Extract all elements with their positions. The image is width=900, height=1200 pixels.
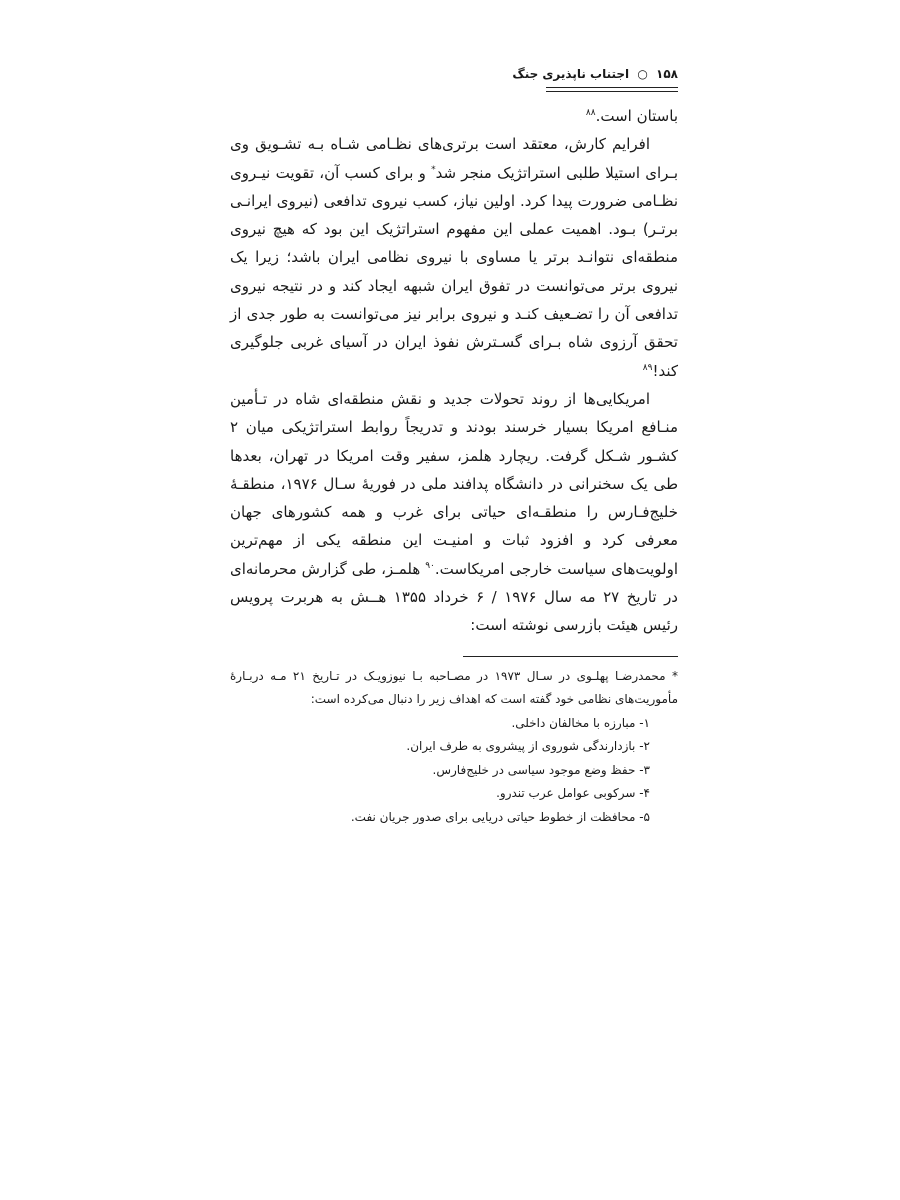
footnote-star-ref: * [431, 164, 436, 175]
paragraph-2 [230, 130, 678, 385]
page-number: ۱۵۸ [656, 67, 678, 81]
footnote-list-item: ۱- مبارزه با مخالفان داخلی. [511, 715, 650, 730]
paragraph-3 [230, 385, 678, 640]
footnote-list-item: ۲- بازدارندگی شوروی از پیشروی به طرف ایران. [406, 739, 650, 754]
paragraph-1 [230, 102, 678, 130]
footnote-list-item: ۵- محافظت از خطوط حیاتی دریایی برای صدور جریان نفت. [350, 809, 650, 824]
separator-circle-icon: ○ [637, 67, 648, 81]
endnote-ref-90: ۹۰ [425, 560, 435, 571]
main-text [230, 102, 678, 640]
paragraph-2-text-b: و برای کسب آن، تقویت نیـروی نظـامی ضرورت پیدا کرد. اولین نیاز، کسب نیروی تدافعی (نیروی ایرانـی برتـر) بـود. اهمیت عملی این مفهوم استراتژیک این بود که هیچ نیروی منطقه‌ای نتوانـد برتر یا مساوی با نیروی نظامی ایران باشد؛ زیرا یک نیروی برتر می‌توانست در تفوق ایران شبهه ایجاد کند و در نتیجه نیروی تدافعی آن را تضـعیف کنـد و نیروی برابر نیز می‌توانست به طور جدی از تحقق آرزوی شاه بـرای گسـترش نفوذ ایران در آسیای غربی جلوگیری کند! [230, 163, 678, 380]
running-head [230, 62, 678, 86]
book-page [230, 62, 678, 829]
footnote-separator [463, 656, 678, 657]
header-double-rule [546, 87, 678, 92]
footnotes [230, 665, 678, 830]
footnote-list-item: ۴- سرکوبی عوامل عرب تندرو. [496, 786, 650, 801]
paragraph-1-text: باستان است. [595, 107, 678, 125]
endnote-ref-88: ۸۸ [585, 108, 596, 118]
endnote-ref-89: ۸۹ [642, 362, 653, 373]
book-title: اجتناب ناپذیری جنگ [512, 67, 630, 81]
footnote-list [230, 712, 678, 830]
paragraph-3-text-b: هلمـز، طی گزارش محرمانه‌ای در تاریخ ۲۷ مه سال ۱۹۷۶ / ۶ خرداد ۱۳۵۵ هــش به هربرت پرویس رئیس هیئت بازرسی نوشته است: [230, 559, 678, 635]
footnote-list-item: ۳- حفظ وضع موجود سیاسی در خلیج‌فارس. [432, 762, 650, 777]
paragraph-3-text-a: امریکایی‌ها از روند تحولات جدید و نقش منطقه‌ای شاه در تـأمین منـافع امریکا بسیار خرسند بودند و تدریجاً روابط استراتژیکی میان ۲ کشـور شـکل گرفت. ریچارد هلمز، سفیر وقت امریکا در تهران، بعدها طی یک سخنرانی در دانشگاه پدافند ملی در فوریهٔ سـال ۱۹۷۶، منطقـهٔ خلیج‌فـارس را منطقـه‌ای حیاتی برای غرب و همه کشورهای جهان معرفی کرد و افزود ثبات و امنیـت این منطقه یکی از مهم‌ترین اولویت‌های سیاست خارجی امریکاست. [230, 389, 679, 578]
paragraph-2-text-a: افرایم کارش، معتقد است برتری‌های نظـامی شـاه بـه تشـویق وی بـرای استیلا طلبی استراتژیک منجر شد [230, 135, 678, 182]
footnote-intro: * محمدرضـا پهلـوی در سـال ۱۹۷۳ در مصـاحبه بـا نیوزویـک در تـاریخ ۲۱ مـه دربـارهٔ مأموریت‌های نظامی خود گفته است که اهداف زیر را دنبال می‌کرده است: [230, 668, 678, 707]
